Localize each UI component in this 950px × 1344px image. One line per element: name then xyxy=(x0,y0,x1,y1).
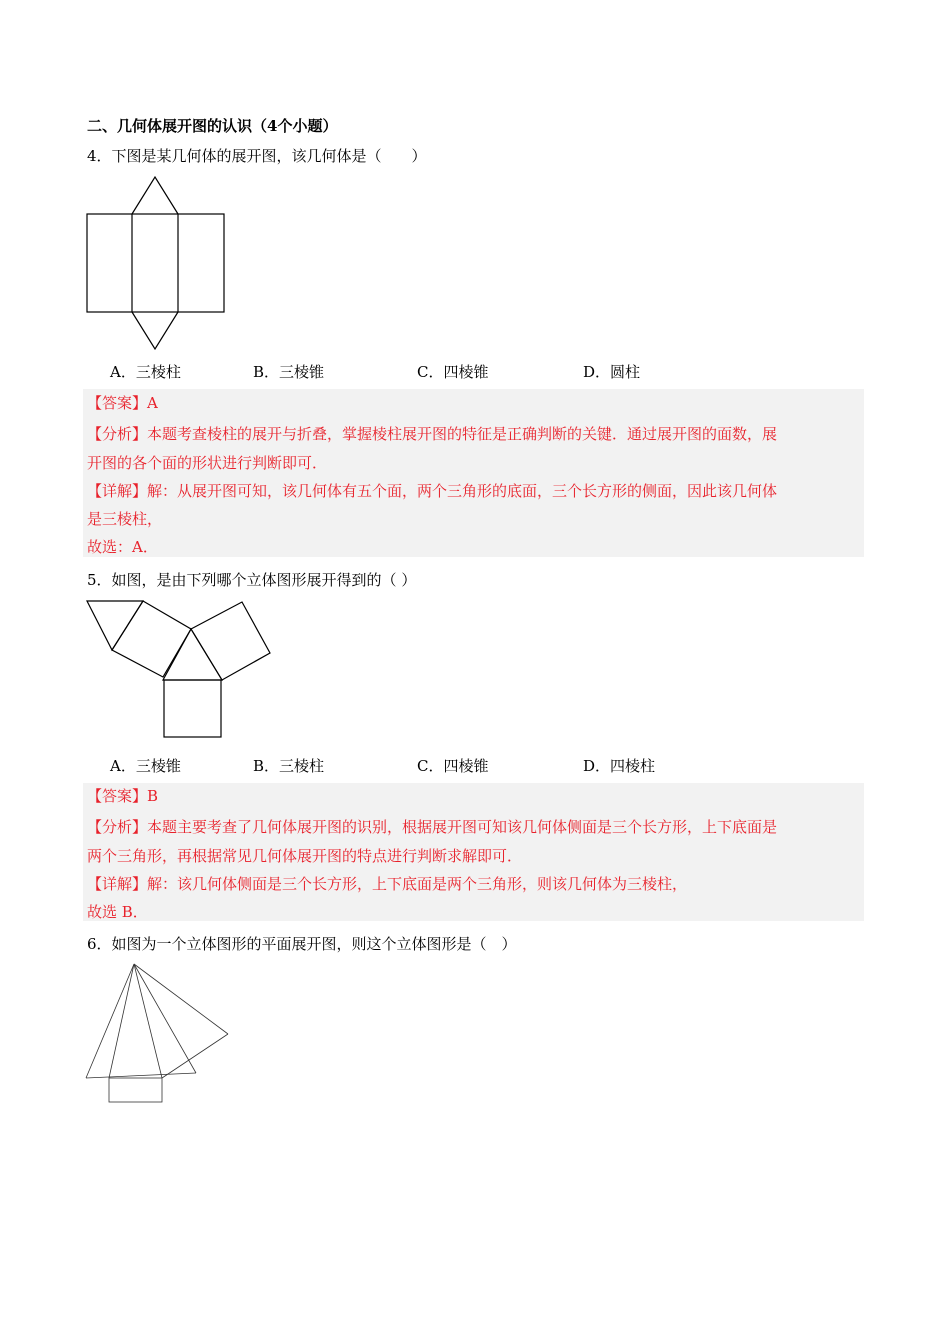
q5-solution-box xyxy=(83,783,864,921)
q4-solution-box xyxy=(83,389,864,557)
pyramid-net-figure-q6 xyxy=(84,962,232,1104)
q5-detail-line-2: 故选 B． xyxy=(87,903,148,921)
q4-option-d: D．圆柱 xyxy=(583,363,641,381)
q4-analysis-line-1: 【分析】本题考查棱柱的展开与折叠，掌握棱柱展开图的特征是正确判断的关键．通过展开图的面数，展 xyxy=(87,425,778,443)
q4-detail-line-3: 故选：A． xyxy=(87,538,158,556)
q4-option-b: B．三棱锥 xyxy=(253,363,325,381)
question-4-stem: 4．下图是某几何体的展开图，该几何体是（ ） xyxy=(87,147,427,165)
q5-answer: 【答案】B xyxy=(87,787,159,805)
q5-detail-line-1: 【详解】解：该几何体侧面是三个长方形，上下底面是两个三角形，则该几何体为三棱柱， xyxy=(87,875,688,893)
question-6-stem: 6．如图为一个立体图形的平面展开图，则这个立体图形是（ ） xyxy=(87,935,517,953)
prism-net-figure-q5 xyxy=(86,598,274,740)
section-title: 二、几何体展开图的认识（4个小题） xyxy=(87,117,338,135)
q4-detail-line-1: 【详解】解：从展开图可知，该几何体有五个面，两个三角形的底面，三个长方形的侧面，因此该几何体 xyxy=(87,482,778,500)
q4-option-a: A．三棱柱 xyxy=(110,363,181,381)
question-5-stem: 5．如图，是由下列哪个立体图形展开得到的（ ） xyxy=(87,571,417,589)
q4-option-c: C．四棱锥 xyxy=(417,363,489,381)
q5-option-a: A．三棱锥 xyxy=(110,757,181,775)
q4-answer: 【答案】A xyxy=(87,394,158,412)
q4-analysis-line-2: 开图的各个面的形状进行判断即可． xyxy=(87,454,328,472)
q4-detail-line-2: 是三棱柱， xyxy=(87,510,163,528)
q5-option-d: D．四棱柱 xyxy=(583,757,656,775)
q5-analysis-line-1: 【分析】本题主要考查了几何体展开图的识别，根据展开图可知该几何体侧面是三个长方形，上下底面是 xyxy=(87,818,778,836)
q5-option-c: C．四棱锥 xyxy=(417,757,489,775)
prism-net-figure-q4 xyxy=(86,176,226,351)
q5-analysis-line-2: 两个三角形，再根据常见几何体展开图的特点进行判断求解即可． xyxy=(87,847,523,865)
q5-option-b: B．三棱柱 xyxy=(253,757,325,775)
